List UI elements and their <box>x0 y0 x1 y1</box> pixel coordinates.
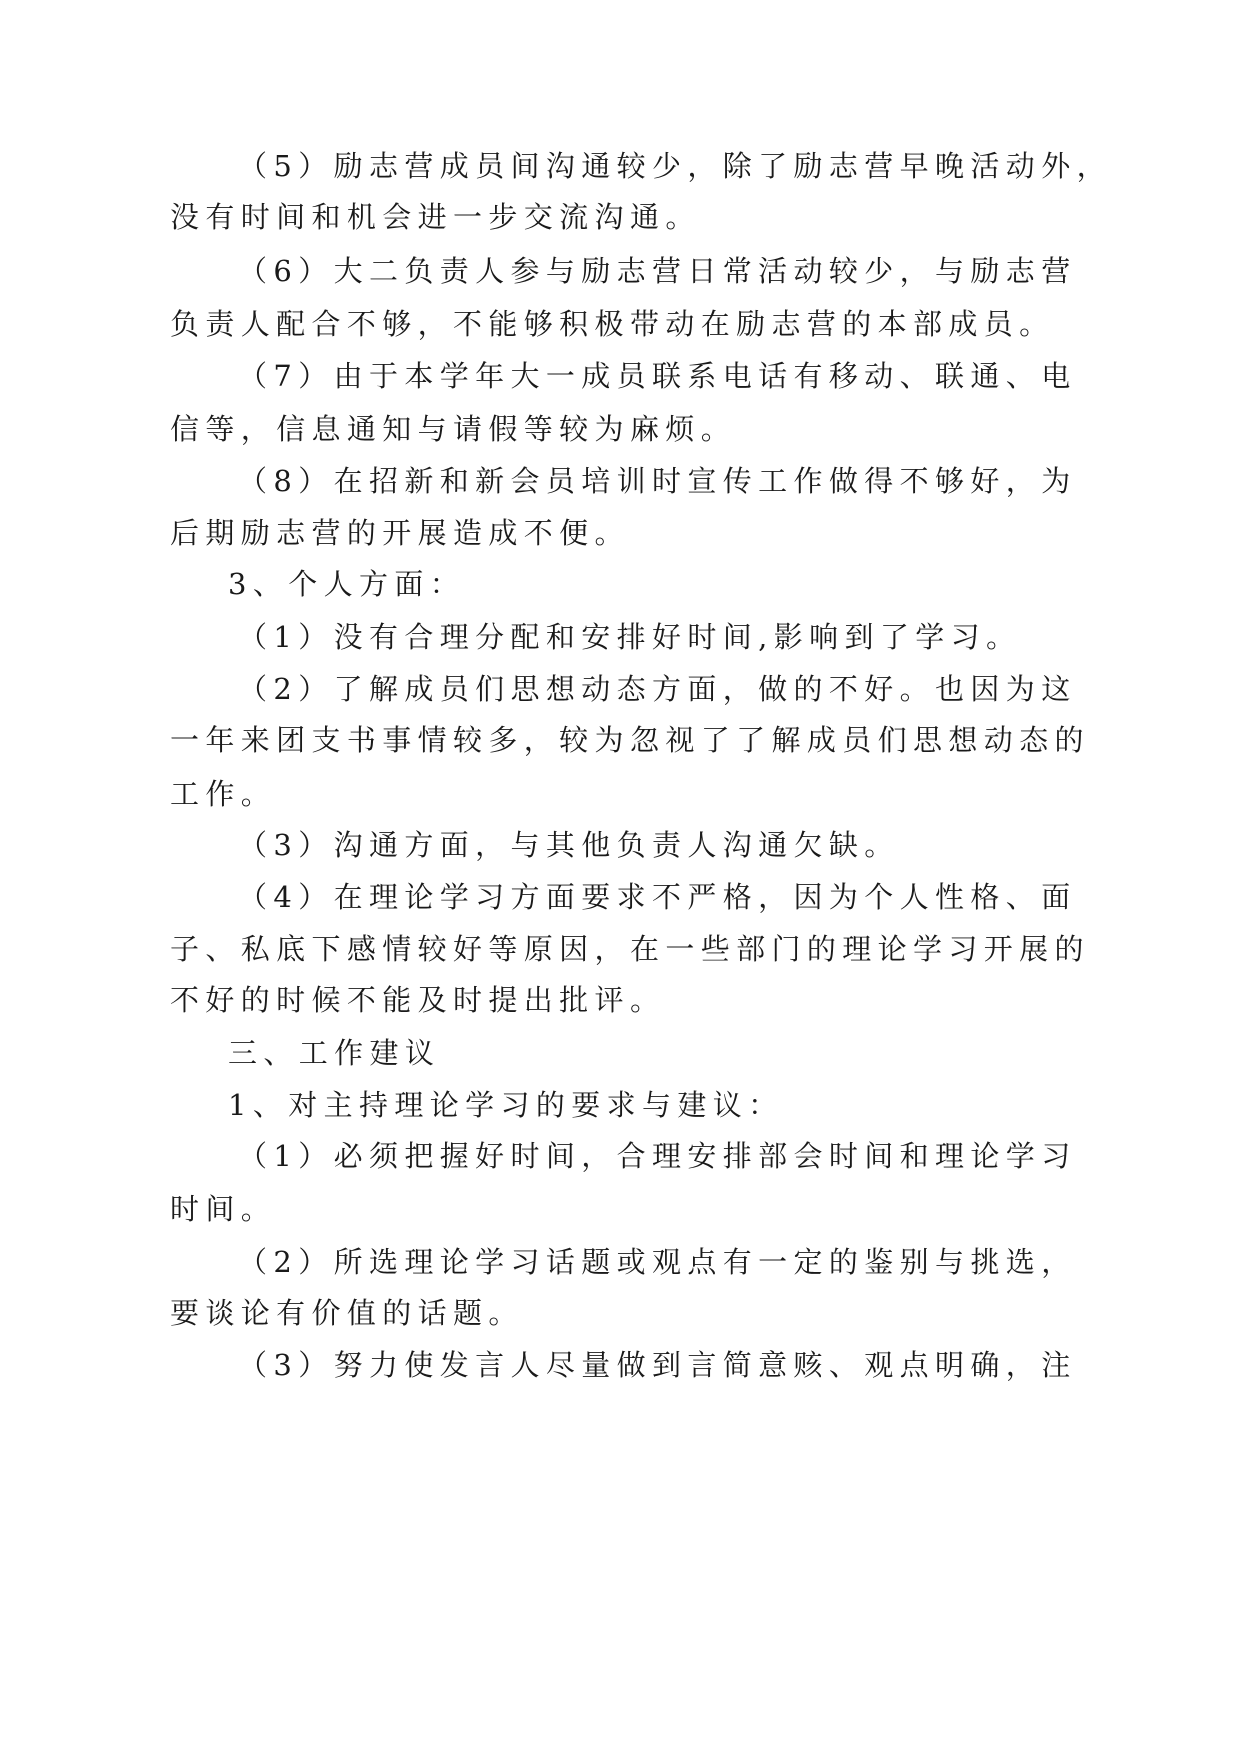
section-heading: 3、个人方面： <box>228 567 466 601</box>
text-line: 负责人配合不够，不能够积极带动在励志营的本部成员。 <box>170 307 1055 341</box>
text-line: 后期励志营的开展造成不便。 <box>170 516 630 550</box>
text-line: 信等，信息通知与请假等较为麻烦。 <box>170 412 737 446</box>
text-line: （1）没有合理分配和安排好时间,影响到了学习。 <box>238 620 1022 654</box>
text-line: （5）励志营成员间沟通较少，除了励志营早晚活动外， <box>238 149 1112 183</box>
text-line: 要谈论有价值的话题。 <box>170 1296 524 1330</box>
text-line: （8）在招新和新会员培训时宣传工作做得不够好，为 <box>238 464 1077 498</box>
subsection-heading: 1、对主持理论学习的要求与建议： <box>228 1088 784 1122</box>
text-line: （6）大二负责人参与励志营日常活动较少，与励志营 <box>238 254 1077 288</box>
text-line: （4）在理论学习方面要求不严格，因为个人性格、面 <box>238 880 1077 914</box>
text-line: （3）努力使发言人尽量做到言简意赅、观点明确，注 <box>238 1348 1077 1382</box>
text-line: （2）了解成员们思想动态方面，做的不好。也因为这 <box>238 672 1077 706</box>
text-line: （3）沟通方面，与其他负责人沟通欠缺。 <box>238 828 900 862</box>
section-heading: 三、工作建议 <box>228 1036 441 1070</box>
text-line: 没有时间和机会进一步交流沟通。 <box>170 200 701 234</box>
text-line: （1）必须把握好时间，合理安排部会时间和理论学习 <box>238 1139 1077 1173</box>
text-line: 不好的时候不能及时提出批评。 <box>170 983 666 1017</box>
text-line: 一年来团支书事情较多，较为忽视了了解成员们思想动态的 <box>170 723 1090 757</box>
text-line: （7）由于本学年大一成员联系电话有移动、联通、电 <box>238 359 1077 393</box>
text-line: 时间。 <box>170 1192 277 1226</box>
text-line: （2）所选理论学习话题或观点有一定的鉴别与挑选， <box>238 1245 1077 1279</box>
text-line: 子、私底下感情较好等原因，在一些部门的理论学习开展的 <box>170 932 1090 966</box>
text-line: 工作。 <box>170 777 277 811</box>
